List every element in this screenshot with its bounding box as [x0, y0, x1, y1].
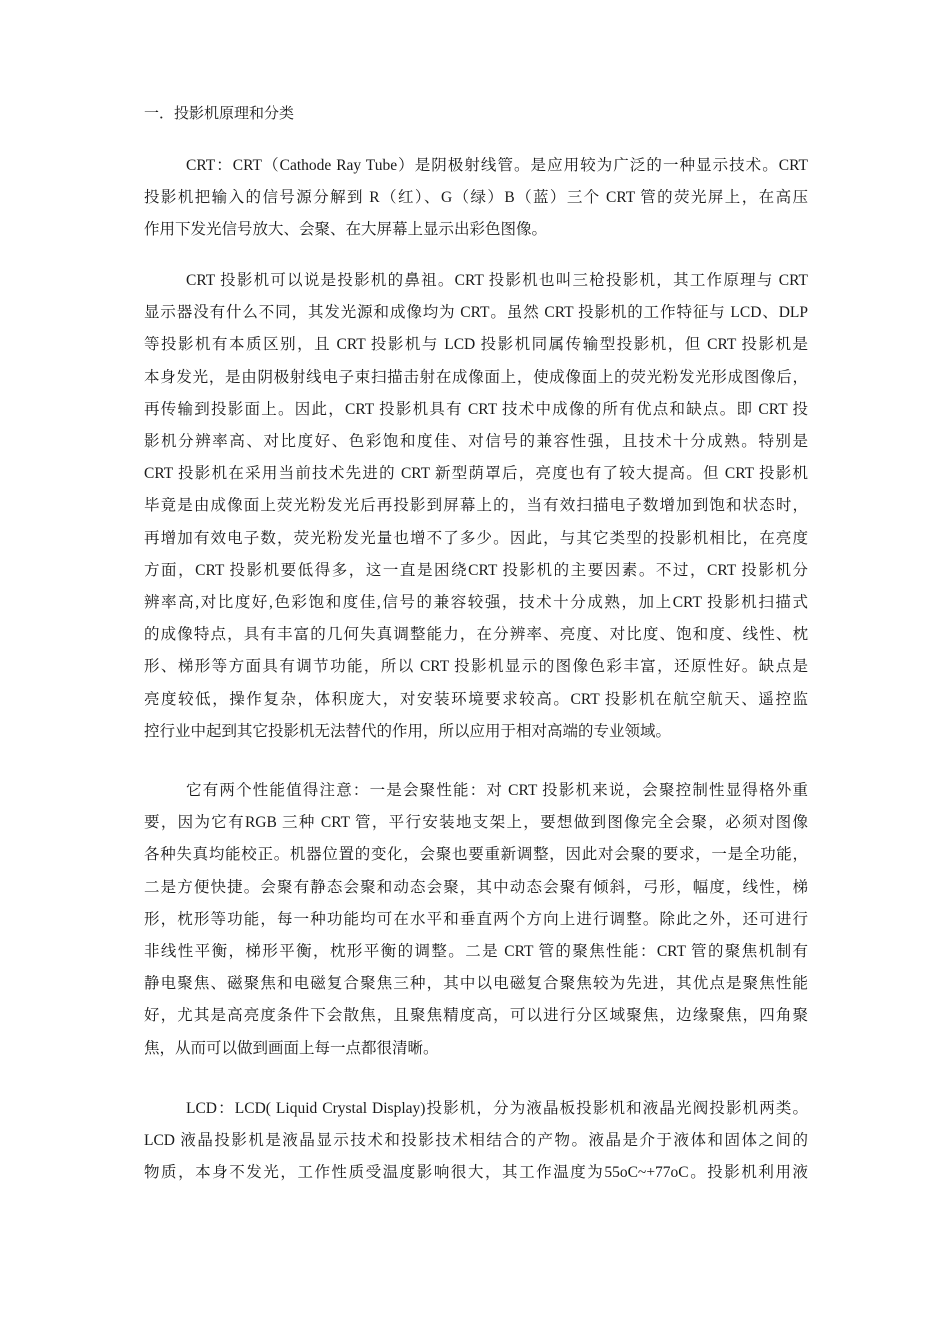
text-line: 形，枕形等功能，每一种功能均可在水平和垂直两个方向上进行调整。除此之外，还可进行 — [144, 910, 808, 928]
text-line: 毕竟是由成像面上荧光粉发光后再投影到屏幕上的，当有效扫描电子数增加到饱和状态时， — [144, 497, 808, 515]
text-line: 二是方便快捷。会聚有静态会聚和动态会聚，其中动态会聚有倾斜，弓形，幅度，线性，梯 — [144, 878, 808, 896]
text-line: 好，尤其是高亮度条件下会散焦，且聚焦精度高，可以进行分区域聚焦，边缘聚焦，四角聚 — [144, 1007, 808, 1025]
text-line: 方面，CRT 投影机要低得多，这一直是困绕CRT 投影机的主要因素。不过，CRT 投影机分 — [144, 561, 808, 579]
text-line: CRT 投影机在采用当前技术先进的 CRT 新型荫罩后，亮度也有了较大提高。但 CRT 投影机 — [144, 465, 808, 483]
text-line: 再传输到投影面上。因此，CRT 投影机具有 CRT 技术中成像的所有优点和缺点。即 CRT 投 — [144, 400, 808, 418]
text-line: 再增加有效电子数，荧光粉发光量也增不了多少。因此，与其它类型的投影机相比，在亮度 — [144, 529, 808, 547]
text-line: 等投影机有本质区别，且 CRT 投影机与 LCD 投影机同属传输型投影机，但 CRT 投影机是 — [144, 336, 808, 354]
paragraph-convergence-focus — [144, 775, 808, 1065]
text-line: 焦，从而可以做到画面上每一点都很清晰。 — [144, 1039, 439, 1057]
text-line: 作用下发光信号放大、会聚、在大屏幕上显示出彩色图像。 — [144, 221, 548, 239]
text-line: 显示器没有什么不同，其发光源和成像均为 CRT。虽然 CRT 投影机的工作特征与 LCD、DLP — [144, 304, 808, 322]
text-line: 它有两个性能值得注意：一是会聚性能：对 CRT 投影机来说，会聚控制性显得格外重 — [186, 782, 808, 799]
text-line: 物质，本身不发光，工作性质受温度影响很大，其工作温度为55oC~+77oC。投影机利用液 — [144, 1164, 808, 1182]
paragraph-lcd-intro — [144, 1093, 808, 1190]
text-line: CRT：CRT（Cathode Ray Tube）是阴极射线管。是应用较为广泛的一种显示技术。CRT — [186, 157, 808, 174]
text-line: CRT 投影机可以说是投影机的鼻祖。CRT 投影机也叫三枪投影机，其工作原理与 CRT — [186, 272, 808, 289]
text-line: 的成像特点，具有丰富的几何失真调整能力，在分辨率、亮度、对比度、饱和度、线性、枕 — [144, 626, 808, 644]
text-line: 投影机把输入的信号源分解到 R（红）、G（绿）B（蓝）三个 CRT 管的荧光屏上，在高压 — [144, 189, 808, 207]
text-line: LCD：LCD( Liquid Crystal Display)投影机，分为液晶板投影机和液晶光阀投影机两类。 — [186, 1100, 808, 1117]
text-line: 本身发光，是由阴极射线电子束扫描击射在成像面上，使成像面上的荧光粉发光形成图像后， — [144, 368, 808, 386]
paragraph-crt-intro — [144, 150, 808, 247]
text-line: 静电聚焦、磁聚焦和电磁复合聚焦三种，其中以电磁复合聚焦较为先进，其优点是聚焦性能 — [144, 975, 808, 993]
text-line: 辨率高,对比度好,色彩饱和度佳,信号的兼容较强，技术十分成熟，加上CRT 投影机扫描式 — [144, 594, 808, 612]
text-line: 各种失真均能校正。机器位置的变化，会聚也要重新调整，因此对会聚的要求，一是全功能， — [144, 846, 808, 864]
text-line: 非线性平衡，梯形平衡，枕形平衡的调整。二是 CRT 管的聚焦性能：CRT 管的聚焦机制有 — [144, 943, 808, 961]
text-line: 控行业中起到其它投影机无法替代的作用，所以应用于相对高端的专业领域。 — [144, 722, 672, 740]
text-line: 形、梯形等方面具有调节功能，所以 CRT 投影机显示的图像色彩丰富，还原性好。缺点是 — [144, 658, 808, 676]
text-line: LCD 液晶投影机是液晶显示技术和投影技术相结合的产物。液晶是介于液体和固体之间的 — [144, 1132, 808, 1150]
text-line: 亮度较低，操作复杂，体积庞大，对安装环境要求较高。CRT 投影机在航空航天、遥控监 — [144, 690, 808, 708]
text-line: 要，因为它有RGB 三种 CRT 管，平行安装地支架上，要想做到图像完全会聚，必须对图像 — [144, 814, 808, 832]
section-title: 一．投影机原理和分类 — [144, 104, 295, 122]
text-line: 影机分辨率高、对比度好、色彩饱和度佳、对信号的兼容性强，且技术十分成熟。特别是 — [144, 433, 808, 451]
paragraph-crt-detail — [144, 265, 808, 748]
